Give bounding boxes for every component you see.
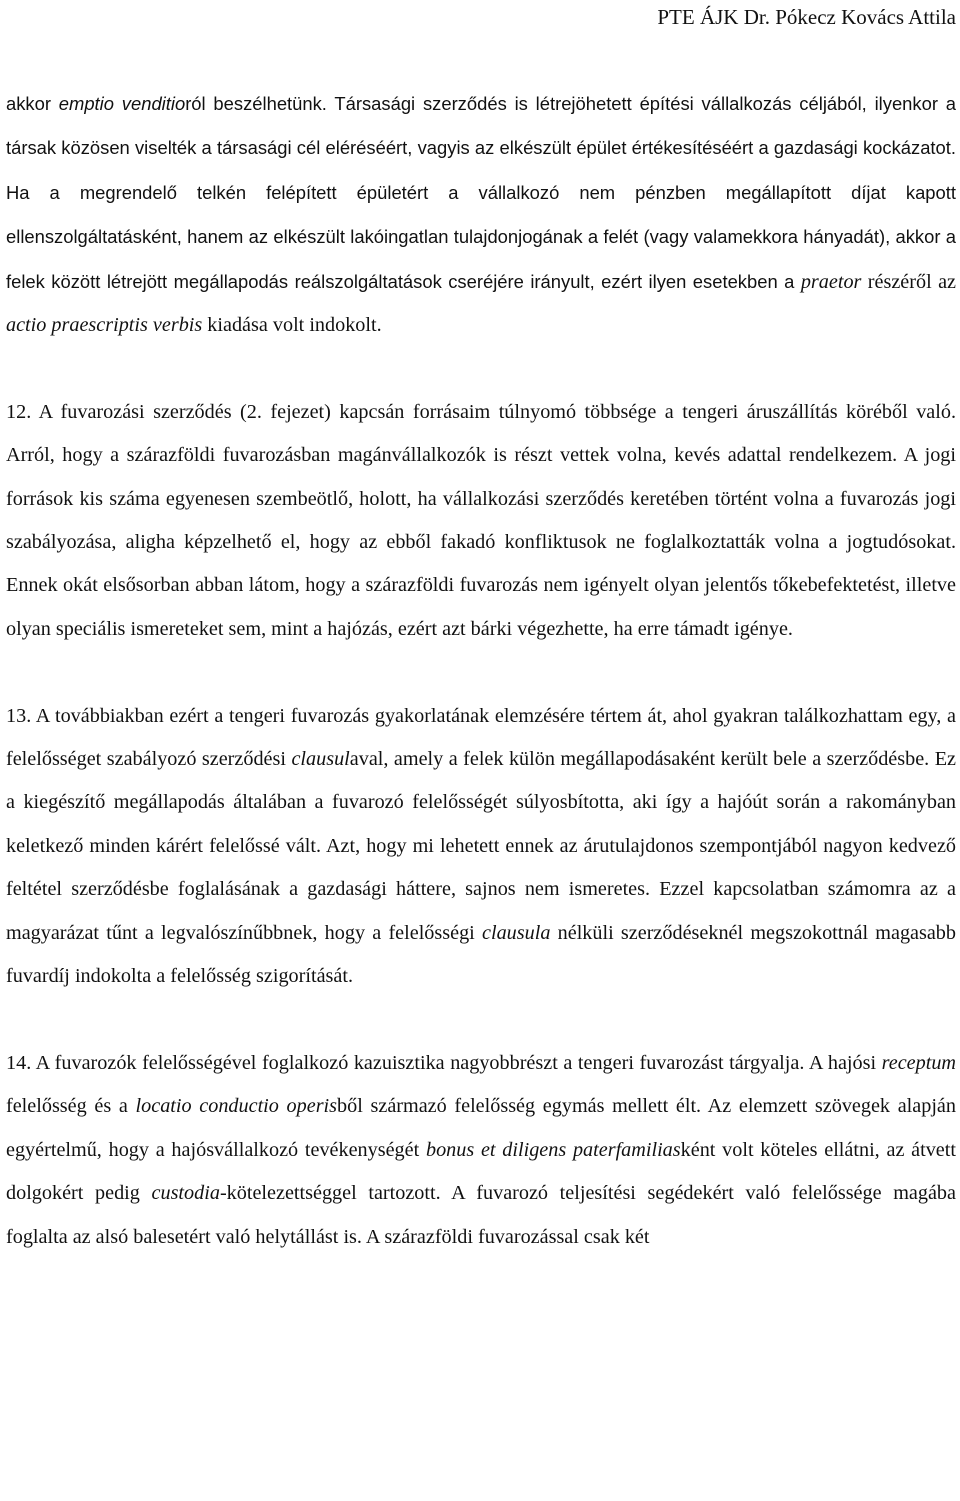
- text-span: nélküli szerződéseknél megszokottnál magasabb fuvardíj indokolta a felelősség szigorítását.: [6, 921, 956, 988]
- text-span: Ha a megrendelő telkén felépített épületért a vállalkozó nem pénzben megállapított díjat kapott ellenszolgáltatásként, hanem az elkészült lakóingatlan tulajdonjogának a felét (vagy valamekkora hányadát), akkor a felek között létrejött megállapodás reálszolgáltatások cseréjére irányult, ezért ilyen esetekben a: [6, 181, 956, 292]
- italic-term: clausul: [291, 748, 350, 771]
- italic-term: clausula: [482, 921, 551, 944]
- text-span: -kötelezettséggel tartozott. A fuvarozó teljesítési segédekért való felelőssége magába foglalta az alsó balesetért való helytállást is. A szárazföldi fuvarozással csak két: [6, 1182, 956, 1248]
- paragraph-gap: [6, 651, 956, 694]
- italic-term: locatio conductio operis: [135, 1095, 338, 1118]
- text-span: felelősség és a: [6, 1095, 136, 1118]
- text-span: ként volt köteles ellátni, az átvett dolgokért pedig: [6, 1138, 956, 1205]
- text-span: ből származó felelősség egymás mellett élt. Az elemzett szövegek alapján egyértelmű, hogy a hajósvállalkozó tevékenységét: [6, 1095, 956, 1161]
- text-span: akkor: [6, 93, 59, 114]
- text-span: aval, amely a felek külön megállapodásaként került bele a szerződésbe. Ez a kiegészítő megállapodás általában a fuvarozó felelősségét súlyosbította, aki így a hajóút során a rakományban keletkező minden kárért felelőssé vált. Azt, hogy mi lehetett ennek az árutulajdonos szempontjából nagyon kedvező feltétel szerződésbe foglalásának a gazdasági háttere, sajnos nem ismeretes. Ezzel kapcsolatban számomra az a magyarázat tűnt a legvalószínűbbnek, hogy a felelősségi: [6, 748, 956, 944]
- paragraph-gap: [6, 999, 956, 1042]
- paragraph-gap: [6, 347, 956, 390]
- italic-term: custodia: [151, 1182, 220, 1205]
- text-span: 13. A továbbiakban ezért a tengeri fuvarozás gyakorlatának elemzésére tértem át, ahol gyakran találkozhattam egy, a felelősséget szabályozó szerződési: [6, 704, 956, 771]
- paragraph-1: [6, 82, 956, 347]
- text-span: kiadása volt indokolt.: [202, 314, 382, 337]
- text-span: 12. A fuvarozási szerződés (2.: [6, 400, 262, 423]
- italic-term: praetor: [800, 270, 862, 293]
- paragraph-4: [6, 1042, 956, 1259]
- text-span: fejezet) kapcsán forrásaim túlnyomó többsége a tengeri áruszállítás köréből való.: [261, 400, 956, 423]
- text-span: részéről az: [861, 270, 956, 293]
- paragraph-3: [6, 695, 956, 999]
- italic-term: receptum: [881, 1051, 956, 1074]
- italic-term: actio praescriptis verbis: [6, 314, 203, 337]
- italic-term: bonus et diligens paterfamilias: [425, 1138, 681, 1161]
- paragraph-2: [6, 391, 956, 651]
- text-span: Arról, hogy a szárazföldi fuvarozásban magánvállalkozók is részt vettek volna, kevés adattal rendelkezem. A jogi források kis száma egyenesen szembeötlő, holott, ha vállalkozási szerződés keretében történt volna a fuvarozás jogi szabályozása, aligha képzelhető el, hogy az ebből fakadó konfliktusok ne foglalkoztatták volna a jogtudósokat. Ennek okát elsősorban abban látom, hogy a szárazföldi fuvarozás nem igényelt olyan jelentős tőkebefektetést, illetve olyan speciális ismereteket sem, mint a hajózás, ezért azt bárki végezhette, ha erre támadt igénye.: [6, 444, 956, 640]
- italic-term: emptio venditio: [58, 93, 186, 114]
- text-span: ról beszélhetünk. Társasági szerződés is létrejöhetett építési vállalkozás céljából, ilyenkor a társak közösen viselték a társasági cél eléréséért, vagyis az elkészült épület értékesítéséért a gazdasági kockázatot.: [6, 93, 956, 159]
- page-header: PTE ÁJK Dr. Pókecz Kovács Attila: [657, 5, 956, 29]
- text-span: 14. A fuvarozók felelősségével foglalkozó kazuisztika nagyobbrészt a tengeri fuvarozást tárgyalja. A hajósi: [6, 1051, 882, 1074]
- document-body: [6, 82, 956, 1259]
